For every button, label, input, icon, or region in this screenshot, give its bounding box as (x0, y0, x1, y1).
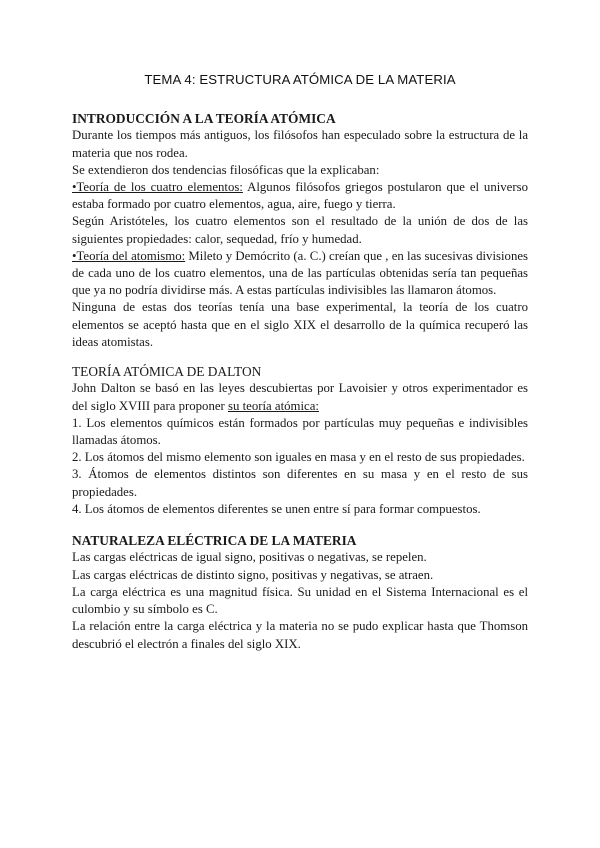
paragraph: Se extendieron dos tendencias filosóficas que la explicaban: (72, 162, 380, 177)
section-heading-electric: NATURALEZA ELÉCTRICA DE LA MATERIA (72, 533, 357, 549)
section-heading-dalton: TEORÍA ATÓMICA DE DALTON (72, 364, 262, 380)
paragraph: Las cargas eléctricas de igual signo, positivas o negativas, se repelen. (72, 550, 427, 565)
list-item: 1. Los elementos químicos están formados por partículas muy pequeñas e indivisibles llamadas átomos. (72, 415, 528, 448)
paragraph: Durante los tiempos más antiguos, los filósofos han especulado sobre la estructura de la materia que nos rodea. (72, 128, 528, 160)
paragraph-dalton-intro (72, 380, 528, 414)
list-item: 2. Los átomos del mismo elemento son iguales en masa y en el resto de sus propiedades. (72, 450, 525, 465)
paragraph: Según Aristóteles, los cuatro elementos son el resultado de la unión de dos de las siguientes propiedades: calor, sequedad, frío y humedad. (72, 214, 528, 246)
dalton-intro-text: John Dalton se basó en las leyes descubiertas por Lavoisier y otros experimentador es del siglo XVIII para proponer (72, 381, 528, 413)
page-title: TEMA 4: ESTRUCTURA ATÓMICA DE LA MATERIA (144, 72, 456, 87)
list-item: 3. Átomos de elementos distintos son diferentes en su masa y en el resto de sus propiedades. (72, 467, 528, 499)
section-heading-intro: INTRODUCCIÓN A LA TEORÍA ATÓMICA (72, 111, 336, 126)
term-four-elements: •Teoría de los cuatro elementos: (72, 180, 243, 195)
paragraph: La carga eléctrica es una magnitud física. Su unidad en el Sistema Internacional es el culombio y su símbolo es C. (72, 584, 528, 617)
paragraph: La relación entre la carga eléctrica y la materia no se pudo explicar hasta que Thomson descubrió el electrón a finales del siglo XIX. (72, 619, 528, 651)
term-atomism-text: Mileto y Demócrito (a. C.) creían que , en las sucesivas divisiones de cada uno de los cuatro elementos, una de las partículas obtenidas sería tan pequeñas que ya no podría dividirse más. A estas partículas indivisibles las llamaron átomos. (72, 248, 529, 298)
paragraph: Ninguna de estas dos teorías tenía una base experimental, la teoría de los cuatro elementos se aceptó hasta que en el siglo XIX el desarrollo de la química recuperó las ideas atomistas. (72, 300, 528, 349)
list-item: 4. Los átomos de elementos diferentes se unen entre sí para formar compuestos. (72, 501, 481, 516)
paragraph: Las cargas eléctricas de distinto signo, positivas y negativas, se atraen. (72, 567, 434, 582)
document-body (72, 110, 528, 653)
term-atomism: •Teoría del atomismo: (72, 248, 186, 263)
term-four-elements-text: Algunos filósofos griegos postularon que el universo estaba formado por cuatro elementos, agua, aire, fuego y tierra. (72, 180, 529, 212)
paragraph-atomism (72, 248, 528, 300)
paragraph-four-elements (72, 179, 528, 213)
dalton-theory-term: su teoría atómica: (228, 398, 319, 413)
